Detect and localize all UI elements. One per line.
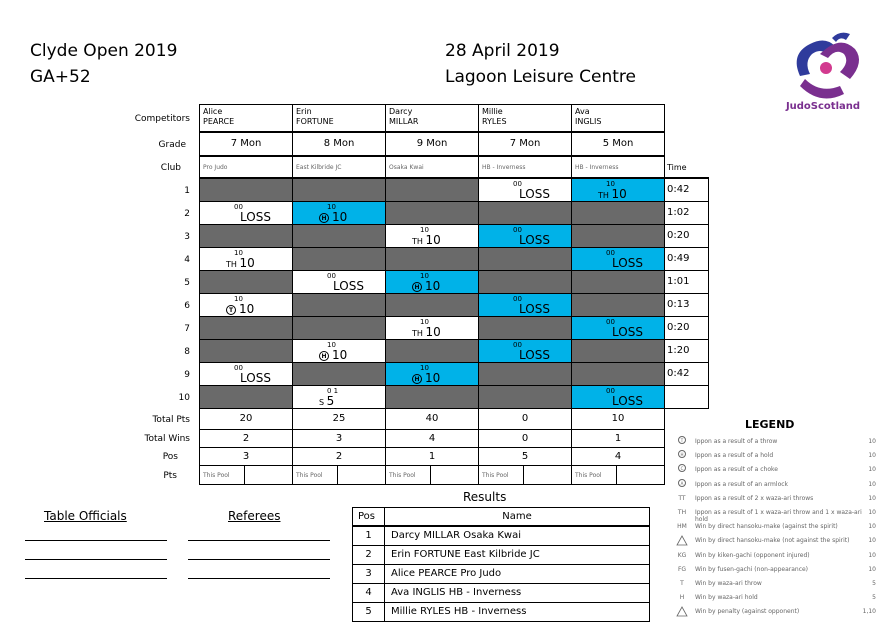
competitor-grade: 5 Mon — [571, 132, 665, 156]
legend-code: H — [679, 594, 685, 601]
legend-item — [674, 436, 876, 450]
competitor-first-name: Darcy — [389, 107, 413, 116]
score-points: 10 — [425, 325, 441, 339]
official-line — [25, 578, 167, 579]
bout-score-cell — [478, 201, 572, 225]
results-row-name: Alice PEARCE Pro Judo — [384, 564, 650, 584]
bout-score-cell — [571, 270, 665, 294]
legend-text: Win by direct hansoku-make (against the spirit) — [695, 523, 838, 530]
score-detail: 00 — [513, 295, 522, 303]
legend-points: 10 — [868, 552, 876, 559]
score-detail: 00 — [606, 318, 615, 326]
legend-points: 1,10 — [862, 608, 876, 615]
legend-points: 10 — [868, 509, 876, 516]
legend-text: Ippon as a result of an armlock — [695, 481, 789, 488]
legend-code: T — [680, 580, 684, 587]
loss-text: LOSS — [519, 302, 550, 316]
bout-score-cell — [385, 385, 479, 409]
bout-score-cell — [385, 178, 479, 202]
bout-score-cell — [571, 247, 665, 271]
legend-points: 10 — [868, 523, 876, 530]
competitor-grade: 8 Mon — [292, 132, 386, 156]
legend-item — [674, 564, 876, 578]
bout-score-cell — [385, 316, 479, 340]
bout-score-cell — [292, 362, 386, 386]
this-pool-cell: This Pool — [199, 465, 245, 485]
competitor-grade: 9 Mon — [385, 132, 479, 156]
event-venue: Lagoon Leisure Centre — [445, 67, 636, 87]
legend-item — [674, 521, 876, 535]
legend-code: TH — [677, 509, 687, 516]
bout-number: 10 — [178, 393, 190, 403]
legend-code: TT — [678, 495, 686, 502]
score-points: 10 — [332, 210, 348, 224]
bout-score-cell — [571, 178, 665, 202]
results-row-name: Millie RYLES HB - Inverness — [384, 602, 650, 622]
score-detail: 00 — [513, 226, 522, 234]
loss-text: LOSS — [519, 187, 550, 201]
bout-score-cell — [199, 316, 293, 340]
total-wins: 0 — [478, 429, 572, 448]
bout-score-cell — [571, 316, 665, 340]
bout-score-cell — [385, 270, 479, 294]
legend-code: HM — [677, 523, 687, 530]
legend-text: Win by fusen-gachi (non-appearance) — [695, 566, 809, 573]
legend-item — [674, 493, 876, 507]
bout-score-cell — [199, 270, 293, 294]
official-line — [25, 559, 167, 560]
bout-score-cell — [385, 224, 479, 248]
legend-item — [674, 606, 876, 620]
legend-text: Ippon as a result of 2 x waza-ari throws — [695, 495, 814, 502]
total-wins-label: Total Wins — [144, 434, 190, 444]
position: 4 — [571, 447, 665, 466]
competitor-club: East Kilbride JC — [292, 156, 386, 178]
score-detail: 00 — [327, 272, 336, 280]
bout-time: 0:49 — [663, 247, 709, 271]
legend-item — [674, 507, 876, 521]
total-points: 25 — [292, 408, 386, 430]
score-detail: 00 — [513, 341, 522, 349]
legend-text: Win by waza-ari hold — [695, 594, 758, 601]
referees-title: Referees — [228, 509, 281, 523]
bout-score-cell — [292, 201, 386, 225]
score-detail: 00 — [234, 203, 243, 211]
competitor-last-name: INGLIS — [575, 117, 602, 126]
bout-score-cell — [478, 247, 572, 271]
bout-score-cell — [292, 224, 386, 248]
loss-text: LOSS — [519, 348, 550, 362]
table-officials-title: Table Officials — [44, 509, 127, 523]
legend-item — [674, 464, 876, 478]
bout-time: 0:42 — [663, 362, 709, 386]
bout-score-cell — [292, 247, 386, 271]
bout-score-cell — [478, 362, 572, 386]
score-detail: 00 — [513, 180, 522, 188]
bout-score-cell — [199, 362, 293, 386]
bout-time: 0:42 — [663, 178, 709, 202]
bout-time: 0:20 — [663, 224, 709, 248]
competitor-club: Pro Judo — [199, 156, 293, 178]
legend-text: Ippon as a result of a throw — [695, 438, 778, 445]
score-detail: 00 — [606, 249, 615, 257]
legend-text: Ippon as a result of a choke — [695, 466, 778, 473]
score-value — [319, 349, 347, 361]
loss-text: LOSS — [612, 394, 643, 408]
score-detail: 00 — [234, 364, 243, 372]
bout-score-cell — [385, 247, 479, 271]
official-line — [25, 540, 167, 541]
legend-triangle-icon — [676, 606, 688, 619]
score-points: 10 — [332, 348, 348, 362]
legend-icon-glyph: T — [678, 436, 686, 444]
score-points: 10 — [425, 371, 441, 385]
legend-points: 10 — [868, 481, 876, 488]
score-detail: 10 — [327, 203, 336, 211]
legend-item — [674, 578, 876, 592]
score-mark: TH — [598, 191, 612, 200]
score-points: 10 — [425, 233, 441, 247]
bout-number: 7 — [184, 324, 190, 334]
position: 2 — [292, 447, 386, 466]
bout-number: 9 — [184, 370, 190, 380]
bout-score-cell — [292, 385, 386, 409]
bout-number: 5 — [184, 278, 190, 288]
results-row-pos: 5 — [352, 602, 385, 622]
total-points: 10 — [571, 408, 665, 430]
legend-item — [674, 592, 876, 606]
competitors-label: Competitors — [134, 114, 190, 124]
results-pos-header: Pos — [352, 507, 385, 526]
pos-label: Pos — [162, 452, 178, 462]
legend-text: Win by kiken-gachi (opponent injured) — [695, 552, 810, 559]
bout-score-cell — [478, 293, 572, 317]
bout-score-cell — [571, 293, 665, 317]
legend-points: 10 — [868, 537, 876, 544]
bout-score-cell — [199, 201, 293, 225]
legend-triangle-icon — [676, 535, 688, 548]
legend-text: Win by penalty (against opponent) — [695, 608, 800, 615]
legend-icon-glyph: C — [678, 464, 686, 472]
legend-points: 10 — [868, 466, 876, 473]
competitor-name-cell — [478, 104, 572, 132]
hold-icon: H — [412, 282, 422, 292]
legend-icon-glyph: A — [678, 479, 686, 487]
referee-line — [188, 540, 330, 541]
loss-text: LOSS — [612, 256, 643, 270]
results-row-pos: 1 — [352, 526, 385, 546]
event-title: Clyde Open 2019 — [30, 41, 178, 61]
bout-score-cell — [478, 224, 572, 248]
score-detail: 10 — [420, 272, 429, 280]
club-label: Club — [160, 163, 181, 173]
total-points: 20 — [199, 408, 293, 430]
grade-label: Grade — [158, 140, 186, 150]
legend-points: 10 — [868, 438, 876, 445]
legend-text: Ippon as a result of 1 x waza-ari throw and 1 x waza-ari hold — [695, 509, 862, 523]
total-pts-label: Total Pts — [152, 415, 190, 425]
bout-time: 0:13 — [663, 293, 709, 317]
score-points: 10 — [239, 256, 255, 270]
bout-score-cell — [199, 385, 293, 409]
score-mark: TH — [226, 260, 240, 269]
referee-line — [188, 559, 330, 560]
bout-score-cell — [478, 178, 572, 202]
legend-points: 10 — [868, 452, 876, 459]
results-row-pos: 3 — [352, 564, 385, 584]
legend-text: Win by waza-ari throw — [695, 580, 762, 587]
this-pool-cell: This Pool — [571, 465, 617, 485]
loss-text: LOSS — [333, 279, 364, 293]
total-points: 40 — [385, 408, 479, 430]
competitor-grade: 7 Mon — [478, 132, 572, 156]
results-row-pos: 2 — [352, 545, 385, 565]
bout-score-cell — [292, 178, 386, 202]
legend-code: FG — [677, 566, 687, 573]
bout-score-cell — [292, 293, 386, 317]
score-points: 10 — [611, 187, 627, 201]
bout-score-cell — [385, 362, 479, 386]
position: 3 — [199, 447, 293, 466]
pool-points-cell — [616, 465, 665, 485]
bout-time: 0:20 — [663, 316, 709, 340]
bout-time: 1:20 — [663, 339, 709, 363]
loss-text: LOSS — [240, 210, 271, 224]
legend-circle-icon — [676, 479, 688, 487]
total-wins: 4 — [385, 429, 479, 448]
bout-time: 1:02 — [663, 201, 709, 225]
score-points: 10 — [425, 279, 441, 293]
hold-icon: H — [412, 374, 422, 384]
bout-score-cell — [478, 316, 572, 340]
results-row-name: Darcy MILLAR Osaka Kwai — [384, 526, 650, 546]
bout-score-cell — [478, 339, 572, 363]
bout-score-cell — [385, 201, 479, 225]
score-detail: 10 — [420, 318, 429, 326]
legend-item — [674, 550, 876, 564]
score-value — [412, 326, 441, 340]
legend-circle-icon — [676, 450, 688, 458]
bout-score-cell — [571, 385, 665, 409]
score-value — [226, 303, 254, 315]
competitor-name-cell — [385, 104, 479, 132]
pool-points-cell — [523, 465, 572, 485]
score-value — [319, 211, 347, 223]
pool-points-cell — [337, 465, 386, 485]
position: 1 — [385, 447, 479, 466]
legend-points: 10 — [868, 495, 876, 502]
bout-score-cell — [385, 293, 479, 317]
position: 5 — [478, 447, 572, 466]
score-value — [598, 188, 627, 202]
bout-score-cell — [478, 270, 572, 294]
score-mark: TH — [412, 237, 426, 246]
competitor-name-cell — [571, 104, 665, 132]
bout-score-cell — [292, 339, 386, 363]
score-value — [226, 257, 255, 271]
loss-text: LOSS — [519, 233, 550, 247]
pool-points-cell — [430, 465, 479, 485]
event-date: 28 April 2019 — [445, 41, 560, 61]
hold-icon: H — [319, 351, 329, 361]
results-title: Results — [463, 490, 507, 504]
total-wins: 1 — [571, 429, 665, 448]
bout-score-cell — [199, 178, 293, 202]
score-value — [319, 395, 334, 409]
bout-score-cell — [571, 362, 665, 386]
score-value — [412, 234, 441, 248]
bout-number: 4 — [184, 255, 190, 265]
bout-score-cell — [571, 224, 665, 248]
total-points: 0 — [478, 408, 572, 430]
score-detail: 10 — [234, 295, 243, 303]
bout-number: 2 — [184, 209, 190, 219]
bout-score-cell — [199, 224, 293, 248]
legend-item — [674, 450, 876, 464]
total-wins: 2 — [199, 429, 293, 448]
legend-item — [674, 479, 876, 493]
loss-text: LOSS — [612, 325, 643, 339]
bout-score-cell — [571, 201, 665, 225]
throw-icon: T — [226, 305, 236, 315]
legend-circle-icon — [676, 436, 688, 444]
logo-text: JudoScotland — [785, 101, 861, 112]
legend-icon-glyph: H — [678, 450, 686, 458]
bout-score-cell — [199, 293, 293, 317]
competitor-last-name: RYLES — [482, 117, 507, 126]
bout-score-cell — [199, 339, 293, 363]
legend-text: Win by direct hansoku-make (not against the spirit) — [695, 537, 850, 544]
score-detail: 10 — [234, 249, 243, 257]
competitor-club: HB - Inverness — [571, 156, 665, 178]
competitor-name-cell — [292, 104, 386, 132]
score-detail: 10 — [420, 226, 429, 234]
score-detail: 10 — [327, 341, 336, 349]
score-detail: 10 — [420, 364, 429, 372]
total-wins: 3 — [292, 429, 386, 448]
bout-score-cell — [292, 270, 386, 294]
legend-circle-icon — [676, 464, 688, 472]
hold-icon: H — [319, 213, 329, 223]
results-row-pos: 4 — [352, 583, 385, 603]
bout-score-cell — [199, 247, 293, 271]
score-value — [412, 372, 440, 384]
competitor-last-name: FORTUNE — [296, 117, 334, 126]
this-pool-cell: This Pool — [478, 465, 524, 485]
legend-title: LEGEND — [745, 418, 795, 431]
competitor-last-name: MILLAR — [389, 117, 419, 126]
score-detail: 10 — [606, 180, 615, 188]
legend-code: KG — [677, 552, 687, 559]
results-name-header: Name — [384, 507, 650, 526]
pool-points-cell — [244, 465, 293, 485]
loss-text: LOSS — [240, 371, 271, 385]
score-mark: TH — [412, 329, 426, 338]
competitor-first-name: Erin — [296, 107, 312, 116]
bout-score-cell — [571, 339, 665, 363]
bout-number: 3 — [184, 232, 190, 242]
time-header: Time — [663, 156, 709, 178]
score-points: 5 — [326, 394, 335, 408]
bout-score-cell — [478, 385, 572, 409]
bout-number: 8 — [184, 347, 190, 357]
legend-item — [674, 535, 876, 549]
score-mark: S — [319, 398, 327, 407]
this-pool-cell: This Pool — [292, 465, 338, 485]
score-value — [412, 280, 440, 292]
legend-text: Ippon as a result of a hold — [695, 452, 774, 459]
pts-label: Pts — [163, 471, 177, 481]
referee-line — [188, 578, 330, 579]
legend-points: 5 — [872, 580, 876, 587]
category-label: GA+52 — [30, 67, 91, 87]
competitor-first-name: Alice — [203, 107, 223, 116]
competitor-last-name: PEARCE — [203, 117, 235, 126]
bout-time: 1:01 — [663, 270, 709, 294]
score-detail: 00 — [606, 387, 615, 395]
legend-points: 10 — [868, 566, 876, 573]
competitor-first-name: Ava — [575, 107, 590, 116]
competitor-first-name: Millie — [482, 107, 503, 116]
results-row-name: Erin FORTUNE East Kilbride JC — [384, 545, 650, 565]
bout-number: 1 — [184, 186, 190, 196]
bout-score-cell — [292, 316, 386, 340]
bout-number: 6 — [184, 301, 190, 311]
legend-points: 5 — [872, 594, 876, 601]
score-points: 10 — [239, 302, 255, 316]
results-row-name: Ava INGLIS HB - Inverness — [384, 583, 650, 603]
competitor-club: HB - Inverness — [478, 156, 572, 178]
competitor-grade: 7 Mon — [199, 132, 293, 156]
bout-score-cell — [385, 339, 479, 363]
competitor-club: Osaka Kwai — [385, 156, 479, 178]
this-pool-cell: This Pool — [385, 465, 431, 485]
competitor-name-cell — [199, 104, 293, 132]
bout-time — [663, 385, 709, 409]
score-detail: 0 1 — [327, 387, 339, 395]
